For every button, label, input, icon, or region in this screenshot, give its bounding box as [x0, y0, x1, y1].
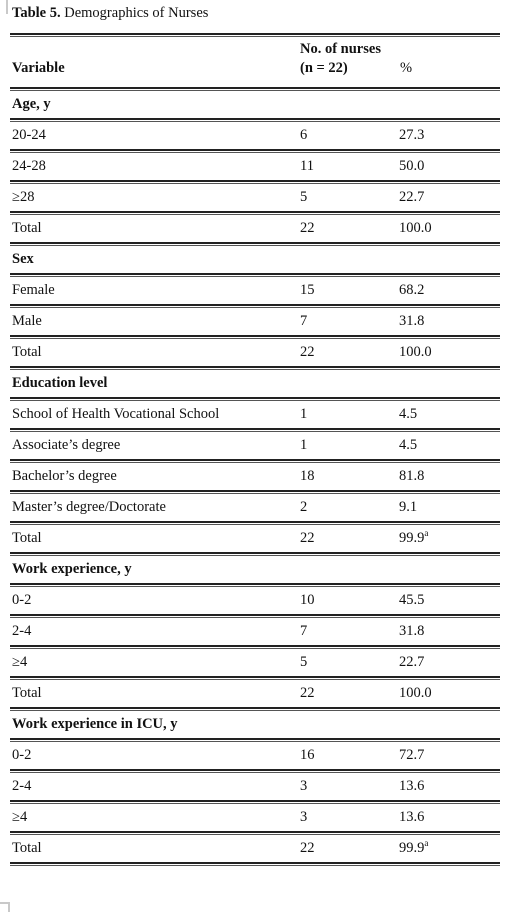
- table-row: [10, 680, 500, 707]
- percent-value: 81.8: [399, 468, 425, 484]
- percent-value: 100.0: [399, 220, 432, 236]
- percent-cell: [399, 747, 424, 764]
- header-count-line1: No. of nurses: [300, 41, 381, 57]
- percent-value: 22.7: [399, 189, 425, 205]
- percent-value: 31.8: [399, 623, 425, 639]
- percent-cell: [399, 406, 417, 423]
- percent-value: 72.7: [399, 747, 425, 763]
- variable-cell: Total: [12, 220, 42, 236]
- count-cell: 22: [300, 840, 315, 856]
- percent-cell: [399, 437, 417, 454]
- count-cell: 11: [300, 158, 314, 174]
- demographics-table: [10, 33, 500, 866]
- section-heading: Work experience in ICU, y: [12, 716, 178, 732]
- section-heading-row: [10, 91, 500, 118]
- count-cell: 22: [300, 530, 315, 546]
- percent-value: 27.3: [399, 127, 425, 143]
- variable-cell: ≥4: [12, 654, 28, 670]
- table-row: [10, 308, 500, 335]
- percent-cell: [399, 282, 424, 299]
- percent-value: 4.5: [399, 406, 418, 422]
- percent-value: 13.6: [399, 778, 425, 794]
- percent-value: 68.2: [399, 282, 425, 298]
- percent-value: 100.0: [399, 685, 432, 701]
- percent-cell: [399, 840, 428, 857]
- count-cell: 3: [300, 778, 308, 794]
- table-header: [10, 37, 500, 87]
- table-row: [10, 122, 500, 149]
- table-row: [10, 835, 500, 862]
- percent-cell: [399, 189, 424, 206]
- percent-cell: [399, 344, 432, 361]
- corner-mark-bottom: [0, 902, 10, 912]
- variable-cell: 24-28: [12, 158, 46, 174]
- table-caption: [12, 5, 208, 22]
- table-row: [10, 742, 500, 769]
- row-rule: [10, 862, 500, 866]
- count-cell: 3: [300, 809, 308, 825]
- percent-cell: [399, 530, 428, 547]
- count-cell: 2: [300, 499, 308, 515]
- variable-cell: Total: [12, 840, 42, 856]
- table-row: [10, 587, 500, 614]
- section-heading-row: [10, 556, 500, 583]
- variable-cell: 0-2: [12, 747, 32, 763]
- percent-value: 99.9: [399, 530, 425, 546]
- count-cell: 22: [300, 220, 315, 236]
- percent-cell: [399, 499, 417, 516]
- percent-cell: [399, 220, 432, 237]
- percent-cell: [399, 468, 424, 485]
- header-percent: %: [400, 60, 413, 76]
- table-row: [10, 525, 500, 552]
- percent-cell: [399, 623, 424, 640]
- table-row: [10, 184, 500, 211]
- percent-value: 9.1: [399, 499, 418, 515]
- count-cell: 7: [300, 313, 308, 329]
- table-row: [10, 649, 500, 676]
- table-title: Demographics of Nurses: [64, 5, 209, 21]
- footnote-marker: a: [424, 528, 429, 539]
- table-row: [10, 401, 500, 428]
- variable-cell: 2-4: [12, 778, 32, 794]
- percent-value: 22.7: [399, 654, 425, 670]
- percent-cell: [399, 592, 424, 609]
- table-row: [10, 494, 500, 521]
- percent-value: 4.5: [399, 437, 418, 453]
- table-row: [10, 339, 500, 366]
- table-row: [10, 804, 500, 831]
- variable-cell: Female: [12, 282, 55, 298]
- count-cell: 6: [300, 127, 308, 143]
- percent-value: 45.5: [399, 592, 425, 608]
- variable-cell: Master’s degree/Doctorate: [12, 499, 166, 515]
- table-row: [10, 773, 500, 800]
- percent-cell: [399, 313, 424, 330]
- table-row: [10, 618, 500, 645]
- header-count-line2: (n = 22): [300, 60, 348, 76]
- section-heading: Work experience, y: [12, 561, 132, 577]
- percent-cell: [399, 158, 424, 175]
- variable-cell: Male: [12, 313, 42, 329]
- variable-cell: Associate’s degree: [12, 437, 121, 453]
- table-body: [10, 91, 500, 866]
- variable-cell: 20-24: [12, 127, 46, 143]
- table-row: [10, 432, 500, 459]
- table-row: [10, 153, 500, 180]
- count-cell: 1: [300, 437, 308, 453]
- count-cell: 5: [300, 189, 308, 205]
- section-heading: Sex: [12, 251, 34, 267]
- percent-value: 100.0: [399, 344, 432, 360]
- table-row: [10, 463, 500, 490]
- percent-value: 50.0: [399, 158, 425, 174]
- count-cell: 7: [300, 623, 308, 639]
- percent-cell: [399, 685, 432, 702]
- count-cell: 16: [300, 747, 315, 763]
- table-row: [10, 215, 500, 242]
- count-cell: 10: [300, 592, 315, 608]
- section-heading: Education level: [12, 375, 108, 391]
- variable-cell: Total: [12, 530, 42, 546]
- percent-cell: [399, 809, 424, 826]
- variable-cell: 0-2: [12, 592, 32, 608]
- count-cell: 18: [300, 468, 315, 484]
- percent-cell: [399, 778, 424, 795]
- percent-value: 99.9: [399, 840, 425, 856]
- header-variable: Variable: [12, 60, 65, 76]
- section-heading: Age, y: [12, 96, 51, 112]
- corner-mark-top: [0, 0, 8, 14]
- percent-value: 31.8: [399, 313, 425, 329]
- variable-cell: ≥4: [12, 809, 28, 825]
- table-label: Table 5.: [12, 5, 61, 21]
- section-heading-row: [10, 246, 500, 273]
- section-heading-row: [10, 370, 500, 397]
- variable-cell: Total: [12, 344, 42, 360]
- percent-cell: [399, 654, 424, 671]
- count-cell: 1: [300, 406, 308, 422]
- variable-cell: 2-4: [12, 623, 32, 639]
- section-heading-row: [10, 711, 500, 738]
- count-cell: 15: [300, 282, 315, 298]
- count-cell: 22: [300, 685, 315, 701]
- variable-cell: Total: [12, 685, 42, 701]
- percent-value: 13.6: [399, 809, 425, 825]
- variable-cell: ≥28: [12, 189, 35, 205]
- footnote-marker: a: [424, 838, 429, 849]
- count-cell: 5: [300, 654, 308, 670]
- count-cell: 22: [300, 344, 315, 360]
- table-row: [10, 277, 500, 304]
- variable-cell: Bachelor’s degree: [12, 468, 117, 484]
- variable-cell: School of Health Vocational School: [12, 406, 220, 422]
- percent-cell: [399, 127, 424, 144]
